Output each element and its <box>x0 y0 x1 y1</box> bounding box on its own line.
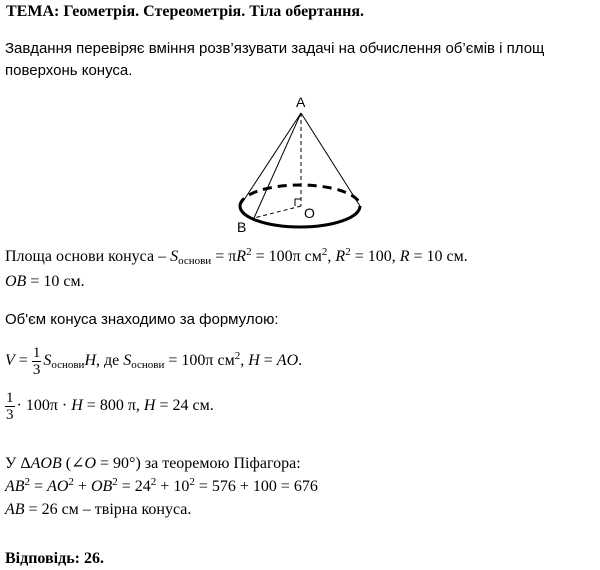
pyth-plus2: + 10 <box>156 478 190 495</box>
formula-frac-den: 3 <box>32 361 41 378</box>
calc-line <box>5 388 214 424</box>
label-o: O <box>304 205 315 221</box>
calc-rest: = 800 π, <box>82 397 144 414</box>
triangle-aob: AOB <box>30 455 62 472</box>
ob-line <box>5 272 85 292</box>
intro-line-2: поверхонь конуса. <box>5 62 133 79</box>
pyth-eq1: = <box>30 478 48 495</box>
slant-line <box>5 500 191 520</box>
triangle-mid: (∠ <box>61 455 85 472</box>
calc-h: H <box>71 397 83 414</box>
calc-frac-num: 1 <box>6 389 14 406</box>
answer: Відповідь: 26. <box>5 550 104 567</box>
intro-line-1: Завдання перевіряє вміння розв’язувати задачі на обчислення об’ємів і площ <box>5 40 545 57</box>
label-a: A <box>296 94 306 110</box>
base-area-s: S <box>170 248 179 265</box>
base-area-prefix: Площа основи конуса – <box>5 248 171 265</box>
cone-side-left <box>240 113 301 206</box>
cone-side-right <box>301 113 360 206</box>
pyth-exp-2: 2 <box>68 476 74 488</box>
pyth-exp-1: 2 <box>24 476 31 488</box>
pyth-exp-4: 2 <box>150 476 157 488</box>
volume-formula <box>5 343 302 379</box>
calc-rest2: = 24 см. <box>155 397 214 414</box>
slant-ab: AB <box>5 501 25 518</box>
label-b: B <box>237 219 247 235</box>
base-area-eq2: = 100π см <box>251 248 322 265</box>
formula-s: S <box>43 352 52 369</box>
segment-ob <box>254 206 301 218</box>
base-area-r2: R <box>335 248 346 265</box>
formula-h2: H <box>248 352 260 369</box>
base-area-s-sub: основи <box>178 255 212 267</box>
base-area-exp-1: 2 <box>246 246 252 258</box>
formula-v: V <box>5 352 15 369</box>
base-area-r2-rest: = 100, <box>350 248 400 265</box>
formula-tail-pre: , <box>240 352 249 369</box>
base-area-exp-2: 2 <box>321 246 328 258</box>
base-area-eq1: = π <box>211 248 237 265</box>
calc-mid: · 100π · <box>16 397 72 414</box>
pyth-ob: OB <box>90 478 113 495</box>
volume-intro: Об'єм конуса знаходимо за формулою: <box>5 311 279 328</box>
ob-rest: = 10 см. <box>26 273 85 290</box>
base-area-sep: , <box>327 248 336 265</box>
formula-mid: , де <box>96 352 124 369</box>
triangle-o: O <box>84 455 97 472</box>
pyth-plus: + <box>73 478 91 495</box>
formula-h: H <box>84 352 96 369</box>
slant-rest: = 26 см – твірна конуса. <box>24 501 192 518</box>
base-area-r: R <box>236 248 247 265</box>
segment-ab <box>254 113 301 218</box>
formula-ao: AO <box>276 352 299 369</box>
topic-title: ТЕМА: Геометрія. Стереометрія. Тіла обертання. <box>6 3 365 20</box>
base-area-line <box>5 247 468 267</box>
pyth-ab: AB <box>5 478 25 495</box>
formula-eq: = <box>14 352 32 369</box>
formula-s2-sub: основи <box>131 359 165 371</box>
calc-h2: H <box>143 397 156 414</box>
base-area-rr: R <box>399 248 410 265</box>
formula-exp: 2 <box>234 350 241 362</box>
pyth-exp-5: 2 <box>189 476 195 488</box>
pyth-exp-3: 2 <box>112 476 118 488</box>
formula-eq2: = 100π см <box>164 352 235 369</box>
formula-s2: S <box>123 352 132 369</box>
pyth-rest: = 24 <box>117 478 151 495</box>
triangle-line <box>5 454 301 474</box>
calc-frac-den: 3 <box>6 406 14 423</box>
base-area-exp-3: 2 <box>345 246 351 258</box>
base-area-rr-rest: = 10 см. <box>409 248 468 265</box>
pythagoras-line <box>5 477 318 497</box>
pyth-result: = 576 + 100 = 676 <box>194 478 318 495</box>
formula-s-sub: основи <box>51 359 85 371</box>
pyth-ao: AO <box>47 478 69 495</box>
triangle-pre: У Δ <box>5 455 31 472</box>
triangle-rest: = 90°) за теоремою Піфагора: <box>96 455 301 472</box>
formula-end: . <box>298 352 303 369</box>
calc-fraction <box>5 390 15 423</box>
formula-eq3: = <box>259 352 277 369</box>
formula-fraction <box>32 345 42 378</box>
ob-symbol: OB <box>5 273 27 290</box>
cone-base-back <box>240 185 360 206</box>
formula-frac-num: 1 <box>32 344 41 361</box>
right-angle-marker <box>295 199 301 206</box>
